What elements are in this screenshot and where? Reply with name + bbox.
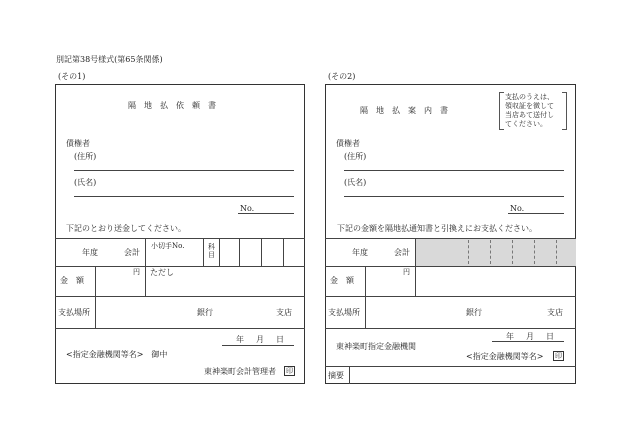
right-seal-icon: 印 bbox=[555, 352, 562, 360]
notice-line-2: 領収証を徴して bbox=[505, 102, 554, 110]
left-grid-line bbox=[261, 238, 262, 266]
right-branch-label: 支店 bbox=[547, 308, 563, 317]
left-check-no-label: 小切手No. bbox=[151, 242, 185, 250]
right-dash-line bbox=[556, 240, 557, 264]
left-address-line bbox=[74, 170, 294, 171]
right-designated-bank: <指定金融機関等名> bbox=[466, 352, 544, 361]
right-address-label: (住所) bbox=[344, 152, 367, 161]
right-grid-line bbox=[325, 296, 576, 297]
right-address-line bbox=[344, 170, 564, 171]
right-bank-label: 銀行 bbox=[466, 308, 482, 317]
left-creditor-label: 債権者 bbox=[66, 139, 90, 148]
right-no-line bbox=[508, 213, 564, 214]
form-number: 別記第38号様式(第65条関係) bbox=[56, 55, 163, 64]
right-date-line bbox=[492, 341, 564, 342]
right-summary-label: 摘要 bbox=[328, 371, 344, 380]
right-dash-line bbox=[512, 240, 513, 264]
right-no-label: No. bbox=[510, 204, 525, 213]
right-grid-line bbox=[325, 238, 576, 239]
left-grid-line bbox=[145, 238, 146, 296]
right-grid-line bbox=[325, 328, 576, 329]
left-address-label: (住所) bbox=[74, 152, 97, 161]
left-part-label: (その1) bbox=[58, 72, 86, 81]
left-bank-label: 銀行 bbox=[197, 308, 213, 317]
right-creditor-label: 債権者 bbox=[336, 139, 360, 148]
left-no-line bbox=[238, 213, 294, 214]
left-name-line bbox=[74, 196, 294, 197]
left-designated-bank: <指定金融機関等名> 御中 bbox=[66, 350, 168, 359]
notice-left-bracket bbox=[499, 92, 504, 130]
left-instruction: 下記のとおり送金してください。 bbox=[66, 224, 186, 233]
left-grid-line bbox=[55, 296, 305, 297]
left-seal-icon: 印 bbox=[286, 367, 293, 375]
left-amount-label: 金 額 bbox=[60, 276, 84, 285]
right-date-label: 年 月 日 bbox=[506, 332, 556, 341]
right-name-label: (氏名) bbox=[344, 178, 367, 187]
right-yen-label: 円 bbox=[403, 268, 410, 276]
left-subject-label: 科目 bbox=[208, 243, 215, 259]
right-title: 隔地払案内書 bbox=[360, 106, 456, 115]
right-grid-line bbox=[325, 266, 576, 267]
notice-line-1: 支払のうえは、 bbox=[505, 93, 554, 101]
right-grid-line bbox=[415, 238, 416, 296]
left-grid-line bbox=[55, 238, 305, 239]
right-part-label: (その2) bbox=[328, 72, 356, 81]
left-grid-line bbox=[283, 238, 284, 266]
left-payplace-label: 支払場所 bbox=[58, 308, 90, 317]
right-dash-line bbox=[490, 240, 491, 264]
right-dash-line bbox=[534, 240, 535, 264]
right-payplace-label: 支払場所 bbox=[328, 308, 360, 317]
left-grid-line bbox=[203, 238, 204, 266]
right-year-label: 年度 bbox=[352, 248, 368, 257]
left-date-label: 年 月 日 bbox=[236, 335, 286, 344]
left-account-label: 会計 bbox=[124, 248, 140, 257]
right-name-line bbox=[344, 196, 564, 197]
notice-right-bracket bbox=[562, 92, 567, 130]
left-grid-line bbox=[55, 266, 305, 267]
notice-line-3: 当店あて送付し bbox=[505, 111, 554, 119]
right-grid-line bbox=[349, 366, 350, 384]
right-grid-line bbox=[325, 366, 576, 367]
left-grid-line bbox=[239, 238, 240, 266]
left-name-label: (氏名) bbox=[74, 178, 97, 187]
left-date-line bbox=[222, 345, 294, 346]
left-grid-line bbox=[55, 328, 305, 329]
right-amount-label: 金 額 bbox=[330, 276, 354, 285]
right-instruction: 下記の金額を隔地払通知書と引換えにお支払ください。 bbox=[337, 224, 537, 233]
right-town-bank: 東神楽町指定金融機関 bbox=[336, 342, 416, 351]
left-no-label: No. bbox=[240, 204, 255, 213]
right-account-label: 会計 bbox=[394, 248, 410, 257]
right-dash-line bbox=[468, 240, 469, 264]
left-year-label: 年度 bbox=[82, 248, 98, 257]
left-title: 隔地払依頼書 bbox=[128, 101, 224, 110]
left-grid-line bbox=[219, 238, 220, 266]
left-proviso-label: ただし bbox=[150, 268, 174, 277]
right-grid-line bbox=[365, 266, 366, 328]
right-shaded-area bbox=[415, 238, 576, 266]
left-yen-label: 円 bbox=[133, 268, 140, 276]
notice-line-4: てください。 bbox=[505, 120, 547, 128]
left-grid-line bbox=[95, 266, 96, 328]
left-manager: 東神楽町会計管理者 bbox=[204, 367, 276, 376]
left-branch-label: 支店 bbox=[276, 308, 292, 317]
